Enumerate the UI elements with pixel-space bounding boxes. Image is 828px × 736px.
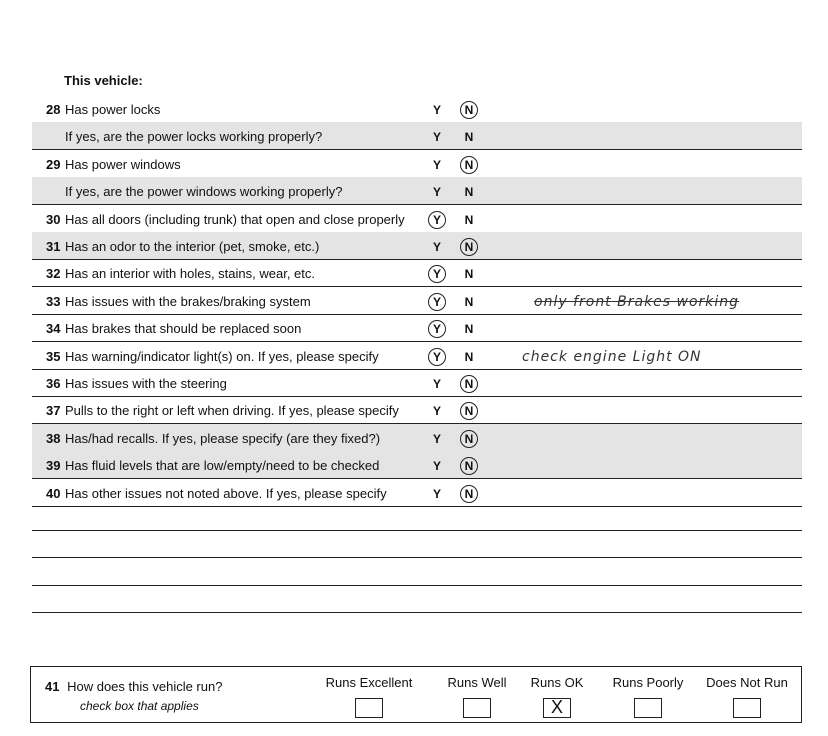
no-option[interactable]: N (464, 322, 474, 337)
yes-option[interactable]: Y (432, 130, 441, 145)
question-row (32, 95, 802, 123)
question-text: Pulls to the right or left when driving. If yes, please specify (65, 403, 399, 419)
no-option[interactable]: N (464, 212, 474, 227)
blank-line (32, 612, 802, 613)
question-number: 28 (46, 102, 61, 117)
run-option-label: Does Not Run (706, 675, 788, 690)
question-row (32, 424, 802, 452)
run-option-checkbox[interactable] (733, 698, 761, 718)
question-text: Has brakes that should be replaced soon (65, 321, 302, 337)
run-option-checkbox[interactable] (543, 698, 571, 718)
no-option[interactable]: N (464, 130, 474, 145)
yes-option[interactable]: Y (428, 293, 446, 311)
yes-option[interactable]: Y (428, 348, 446, 366)
question-row (32, 150, 802, 178)
no-option[interactable]: N (464, 294, 474, 309)
no-option[interactable]: N (464, 349, 474, 364)
blank-line (32, 530, 802, 531)
no-option[interactable]: N (464, 267, 474, 282)
question-number: 30 (46, 211, 61, 227)
run-option-label: Runs Well (447, 675, 507, 690)
q41-text: How does this vehicle run? (67, 679, 223, 694)
handwritten-note: check engine Light ON (522, 348, 702, 365)
question-row (32, 314, 802, 342)
q41-question (45, 679, 222, 694)
run-option-checkbox[interactable] (634, 698, 662, 718)
run-option (319, 675, 419, 718)
check-mark: X (550, 697, 563, 717)
question-number: 29 (46, 156, 61, 172)
blank-line (32, 585, 802, 586)
yes-option[interactable]: Y (432, 240, 441, 254)
question-row (32, 342, 802, 370)
yes-option[interactable]: Y (428, 320, 446, 338)
question-number: 32 (46, 266, 61, 282)
yes-option[interactable]: Y (432, 377, 441, 391)
question-number: 35 (46, 348, 61, 364)
question-text: Has/had recalls. If yes, please specify (are they fixed?) (65, 430, 381, 446)
no-option[interactable]: N (460, 101, 478, 119)
question-row (32, 232, 802, 260)
question-text: Has an odor to the interior (pet, smoke, etc.) (65, 239, 320, 254)
question-text: Has fluid levels that are low/empty/need to be checked (65, 458, 380, 474)
question-number: 33 (46, 293, 61, 309)
yes-option[interactable]: Y (432, 103, 441, 117)
no-option[interactable]: N (460, 238, 478, 256)
blank-line (32, 557, 802, 558)
run-option (609, 675, 687, 718)
question-row (32, 451, 802, 479)
yes-option[interactable]: Y (432, 486, 441, 501)
yes-option[interactable]: Y (428, 265, 446, 283)
yes-option[interactable]: Y (432, 431, 441, 446)
question-number: 38 (46, 430, 61, 446)
question-row (32, 287, 802, 315)
run-option-checkbox[interactable] (355, 698, 383, 718)
no-option[interactable]: N (460, 375, 478, 393)
no-option[interactable]: N (460, 485, 478, 503)
yes-option[interactable]: Y (428, 211, 446, 229)
question-text: Has issues with the steering (65, 376, 227, 391)
run-option (701, 675, 793, 718)
question-row (32, 259, 802, 287)
no-option[interactable]: N (460, 430, 478, 448)
question-text: Has other issues not noted above. If yes, please specify (65, 485, 387, 501)
question-row (32, 205, 802, 233)
form-title: This vehicle: (64, 73, 143, 88)
question-text: Has issues with the brakes/braking system (65, 293, 311, 309)
run-option (527, 675, 587, 718)
question-row (32, 396, 802, 424)
handwritten-note: only front Brakes working (534, 293, 740, 310)
yes-option[interactable]: Y (432, 185, 441, 200)
question-text: If yes, are the power windows working properly? (65, 184, 343, 200)
question-text: Has an interior with holes, stains, wear, etc. (65, 266, 316, 282)
run-option-label: Runs Poorly (612, 675, 684, 690)
no-option[interactable]: N (460, 402, 478, 420)
question-number: 37 (46, 403, 61, 419)
no-option[interactable]: N (464, 185, 474, 200)
question-row (32, 369, 802, 397)
question-number: 34 (46, 321, 61, 337)
run-option-checkbox[interactable] (463, 698, 491, 718)
question-number: 39 (46, 458, 61, 474)
run-condition-box (30, 666, 802, 723)
question-text: Has warning/indicator light(s) on. If yes, please specify (65, 348, 379, 364)
no-option[interactable]: N (460, 156, 478, 174)
q41-number: 41 (45, 679, 60, 694)
q41-instructions: check box that applies (80, 699, 199, 713)
question-text: Has all doors (including trunk) that open and close properly (65, 211, 405, 227)
no-option[interactable]: N (460, 457, 478, 475)
run-option-label: Runs Excellent (325, 675, 413, 690)
yes-option[interactable]: Y (432, 157, 441, 172)
run-option-label: Runs OK (530, 675, 584, 690)
question-row (32, 177, 802, 205)
question-text: Has power windows (65, 156, 181, 172)
question-number: 36 (46, 376, 61, 391)
question-number: 40 (46, 485, 61, 501)
question-row (32, 122, 802, 150)
question-text: If yes, are the power locks working properly? (65, 129, 323, 145)
yes-option[interactable]: Y (432, 404, 441, 419)
question-number: 31 (46, 239, 61, 254)
question-row (32, 479, 802, 507)
run-option (441, 675, 513, 718)
question-text: Has power locks (65, 102, 161, 117)
yes-option[interactable]: Y (432, 459, 441, 474)
